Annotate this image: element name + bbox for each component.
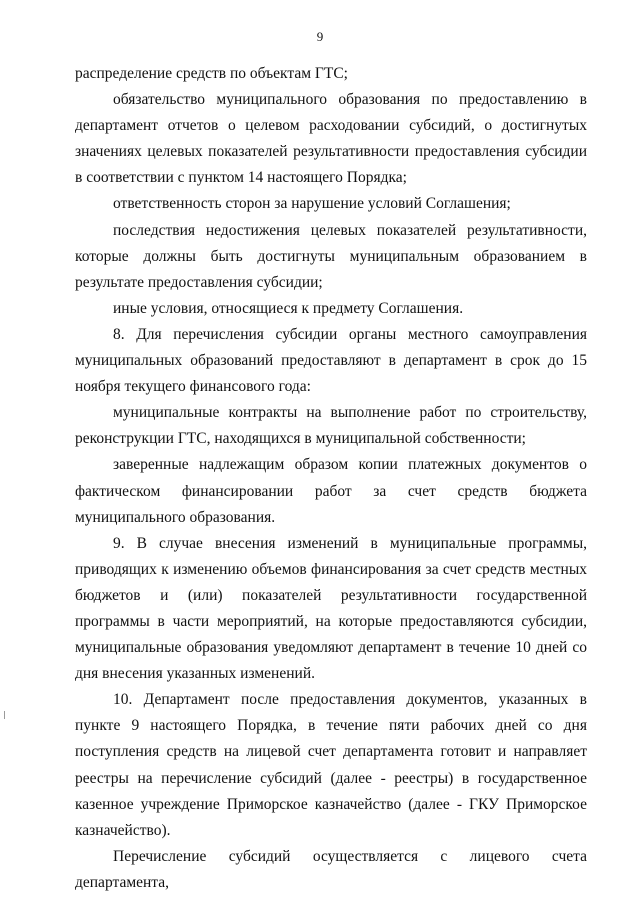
paragraph: 9. В случае внесения изменений в муниципальные программы, приводящих к изменению объемов финансирования за счет средств местных бюджетов и (или) показателей результативности государственной программы в части мероприятий, на которые предоставляются субсидии, муниципальные образования уведомляют департамент в течение 10 дней со дня внесения указанных изменений. [75, 534, 587, 683]
page-number: 9 [316, 29, 324, 44]
paragraph: ответственность сторон за нарушение условий Соглашения; [113, 195, 511, 213]
document-body [75, 61, 587, 896]
paragraph: муниципальные контракты на выполнение работ по строительству, реконструкции ГТС, находящихся в муниципальной собственности; [75, 404, 587, 448]
paragraph: распределение средств по объектам ГТС; [75, 65, 348, 82]
paragraph: обязательство муниципального образования по предоставлению в департамент отчетов о целевом расходовании субсидий, о достигнутых значениях целевых показателей результативности предоставления субсидии в соответствии с пунктом 14 настоящего Порядка; [75, 91, 587, 187]
paragraph: заверенные надлежащим образом копии платежных документов о фактическом финансировании работ за счет средств бюджета муниципального образования. [75, 456, 587, 526]
paragraph: последствия недостижения целевых показателей результативности, которые должны быть достигнуты муниципальным образованием в результате предоставления субсидии; [75, 221, 587, 291]
scan-edge-mark [4, 711, 5, 719]
paragraph: Перечисление субсидий осуществляется с лицевого счета департамента, [75, 847, 587, 891]
paragraph: 8. Для перечисления субсидии органы местного самоуправления муниципальных образований предоставляют в департамент в срок до 15 ноября текущего финансового года: [75, 325, 587, 396]
paragraph: 10. Департамент после предоставления документов, указанных в пункте 9 настоящего Порядка, в течение пяти рабочих дней со дня поступления средств на лицевой счет департамента готовит и направляет реестры на перечисление субсидий (далее - реестры) в государственное казенное учреждение Приморское казначейство (далее - ГКУ Приморское казначейство). [75, 691, 587, 839]
paragraph: иные условия, относящиеся к предмету Соглашения. [113, 299, 464, 317]
